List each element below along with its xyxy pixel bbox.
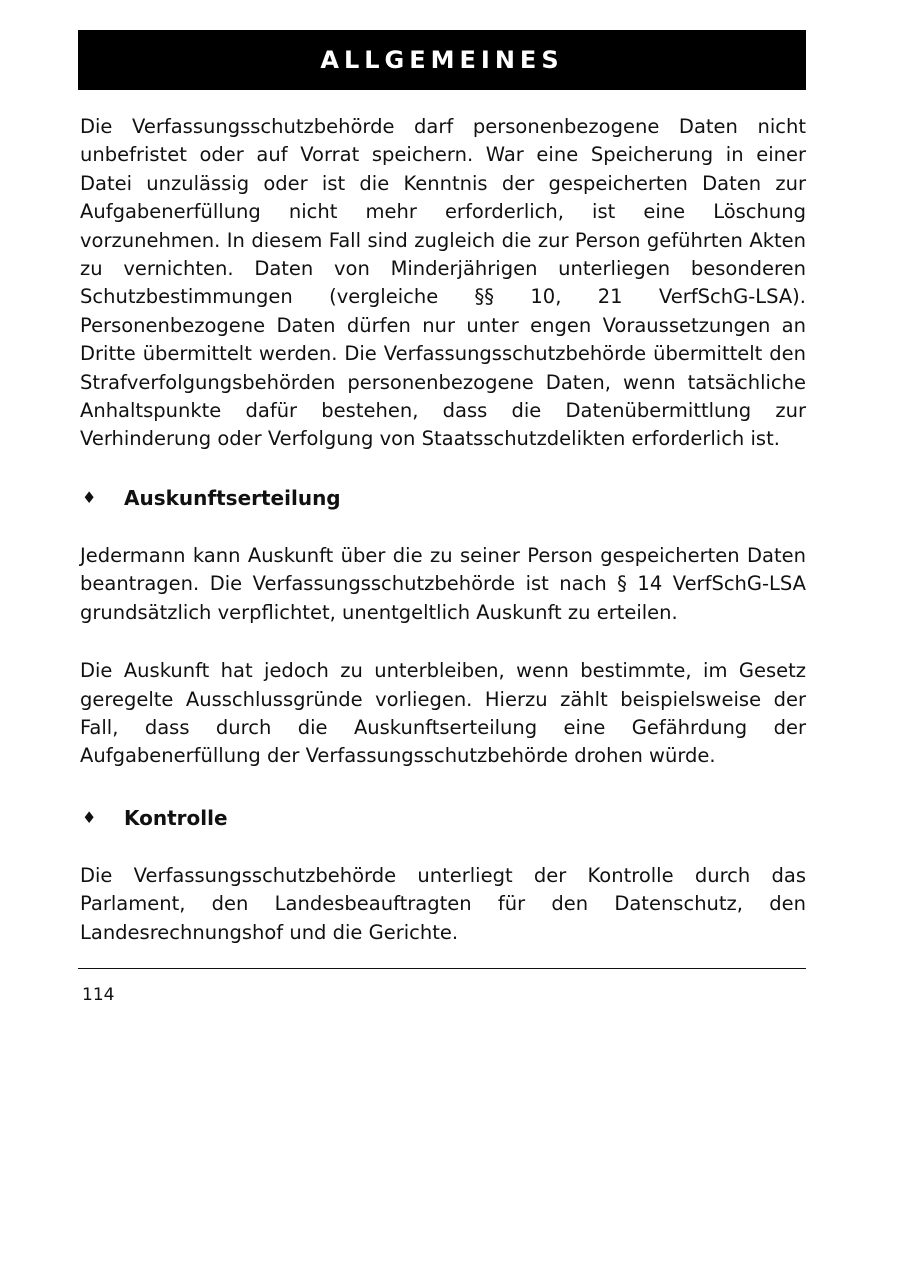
heading-auskunftserteilung — [80, 484, 806, 512]
paragraph-auskunft-1: Jedermann kann Auskunft über die zu seiner Person gespeicherten Daten beantragen. Die Verfassungsschutzbehörde ist nach § 14 VerfSchG-LSA grundsätzlich verpflichtet, unentgeltlich Auskunft zu erteilen. — [80, 543, 806, 624]
diamond-bullet-icon: ♦ — [82, 487, 97, 507]
heading-label: Kontrolle — [124, 805, 228, 830]
section-title: ALLGEMEINES — [320, 46, 564, 74]
body-content — [80, 113, 806, 947]
section-header-bar — [78, 30, 806, 90]
diamond-bullet-icon: ♦ — [82, 807, 97, 827]
paragraph-kontrolle: Die Verfassungsschutzbehörde unterliegt der Kontrolle durch das Parlament, den Landesbeauftragten für den Datenschutz, den Landesrechnungshof und die Gerichte. — [80, 863, 806, 944]
heading-label: Auskunftserteilung — [124, 485, 341, 510]
heading-kontrolle — [80, 804, 806, 832]
page-number: 114 — [82, 985, 115, 1005]
paragraph-auskunft-2: Die Auskunft hat jedoch zu unterbleiben, wenn bestimmte, im Gesetz geregelte Ausschlussgründe vorliegen. Hierzu zählt beispielsweise der Fall, dass durch die Auskunftserteilung eine Gefährdung der Aufgabenerfüllung der Verfassungsschutzbehörde drohen würde. — [80, 659, 806, 768]
paragraph-intro: Die Verfassungsschutzbehörde darf personenbezogene Daten nicht unbefristet oder auf Vorrat speichern. War eine Speicherung in einer Datei unzulässig oder ist die Kenntnis der gespeicherten Daten zur Aufgabenerfüllung nicht mehr erforderlich, ist eine Löschung vorzunehmen. In diesem Fall sind zugleich die zur Person geführten Akten zu vernichten. Daten von Minderjährigen unterliegen besonderen Schutzbestimmungen (vergleiche §§ 10, 21 VerfSchG-LSA). Personenbezogene Daten dürfen nur unter engen Voraussetzungen an Dritte übermittelt werden. Die Verfassungsschutzbehörde übermittelt den Strafverfolgungsbehörden personenbezogene Daten, wenn tatsächliche Anhaltspunkte dafür bestehen, dass die Datenübermittlung zur Verhinderung oder Verfolgung von Staatsschutzdelikten erforderlich ist. — [80, 115, 806, 451]
footer-divider — [78, 968, 806, 969]
